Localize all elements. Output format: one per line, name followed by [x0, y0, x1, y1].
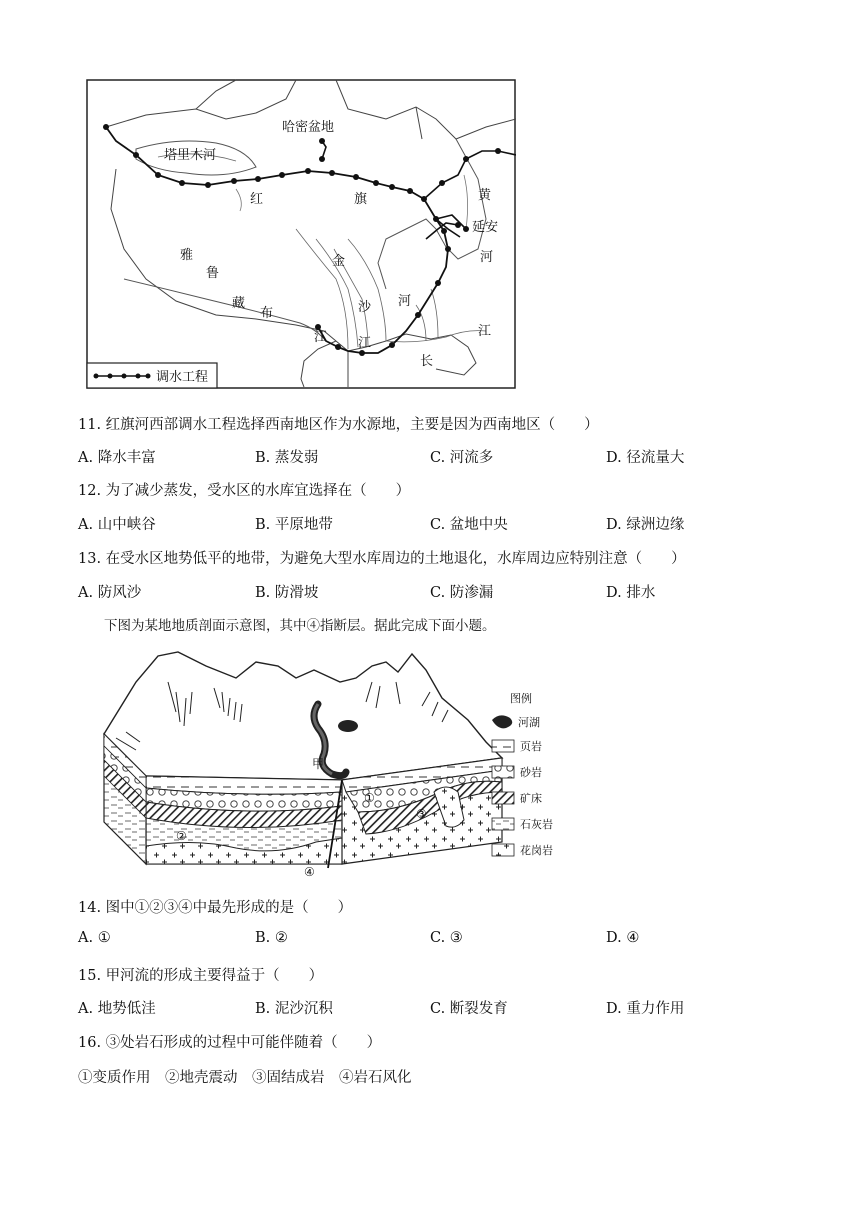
q11-option-c[interactable]: C. 河流多	[430, 450, 494, 466]
label-hong: 红	[250, 192, 264, 207]
label-he-1: 河	[480, 250, 494, 265]
legend-ore-bed: 矿床	[520, 792, 542, 805]
legend-shale: 页岩	[520, 740, 542, 753]
mountain-surface	[104, 652, 502, 780]
label-huang: 黄	[478, 188, 492, 203]
q11-option-b[interactable]: B. 蒸发弱	[255, 450, 319, 466]
label-jiang-3: 江	[478, 324, 492, 339]
map-legend-label: 调水工程	[156, 370, 209, 385]
map-legend	[87, 363, 217, 388]
label-3: ③	[416, 807, 427, 821]
label-bu: 布	[260, 306, 274, 321]
q15-option-a[interactable]: A. 地势低洼	[78, 1001, 156, 1017]
q14-option-a[interactable]: A. ①	[78, 930, 111, 946]
geologic-section-diagram	[96, 642, 566, 880]
legend-limestone: 石灰岩	[520, 818, 553, 831]
section-intro: 下图为某地地质剖面示意图，其中④指断层。据此完成下面小题。	[104, 618, 496, 634]
q13-option-c[interactable]: C. 防渗漏	[430, 585, 494, 601]
question-13-stem: 13. 在受水区地势低平的地带，为避免大型水库周边的土地退化，水库周边应特别注意（ ）	[78, 551, 686, 567]
label-he-2: 河	[398, 294, 412, 309]
q15-option-b[interactable]: B. 泥沙沉积	[255, 1001, 333, 1017]
label-sha: 沙	[358, 300, 372, 315]
q12-option-b[interactable]: B. 平原地带	[255, 517, 333, 533]
q11-option-a[interactable]: A. 降水丰富	[78, 450, 156, 466]
q15-option-d[interactable]: D. 重力作用	[606, 1001, 685, 1017]
legend-granite: 花岗岩	[520, 844, 553, 857]
label-jin: 金	[332, 254, 346, 269]
legend-river-lake: 河湖	[518, 716, 540, 729]
q15-option-c[interactable]: C. 断裂发育	[430, 1001, 508, 1017]
water-diversion-map	[86, 79, 516, 389]
label-lu: 鲁	[206, 266, 220, 281]
label-jiang-1: 江	[314, 330, 328, 345]
q16-statements: ①变质作用 ②地壳震动 ③固结成岩 ④岩石风化	[78, 1070, 412, 1086]
label-tarim-river: 塔里木河	[164, 148, 217, 163]
label-jiang-2: 江	[358, 336, 372, 351]
q12-option-c[interactable]: C. 盆地中央	[430, 517, 508, 533]
q12-option-d[interactable]: D. 绿洲边缘	[606, 517, 685, 533]
q13-option-b[interactable]: B. 防滑坡	[255, 585, 319, 601]
question-11-stem: 11. 红旗河西部调水工程选择西南地区作为水源地，主要是因为西南地区（ ）	[78, 417, 599, 433]
q11-option-d[interactable]: D. 径流量大	[606, 450, 685, 466]
q14-option-c[interactable]: C. ③	[430, 930, 463, 946]
question-12-stem: 12. 为了减少蒸发，受水区的水库宜选择在（ ）	[78, 483, 411, 499]
q14-option-d[interactable]: D. ④	[606, 930, 640, 946]
label-chang: 长	[420, 354, 434, 369]
q13-option-d[interactable]: D. 排水	[606, 585, 656, 601]
question-14-stem: 14. 图中①②③④中最先形成的是（ ）	[78, 900, 353, 916]
geo-legend-title: 图例	[510, 692, 532, 705]
label-1: ①	[364, 791, 375, 805]
label-2: ②	[176, 829, 187, 843]
label-qi: 旗	[354, 192, 368, 207]
label-jia: 甲	[312, 757, 325, 771]
q12-option-a[interactable]: A. 山中峡谷	[78, 517, 156, 533]
question-16-stem: 16. ③处岩石形成的过程中可能伴随着（ ）	[78, 1035, 382, 1051]
legend-sandstone: 砂岩	[520, 766, 542, 779]
label-ya: 雅	[180, 248, 194, 263]
label-yanan: 延安	[472, 220, 499, 235]
question-15-stem: 15. 甲河流的形成主要得益于（ ）	[78, 968, 324, 984]
label-hami-basin: 哈密盆地	[282, 120, 335, 135]
label-4: ④	[304, 865, 315, 879]
lake	[338, 720, 358, 732]
q14-option-b[interactable]: B. ②	[255, 930, 288, 946]
label-zang: 藏	[232, 296, 246, 311]
q13-option-a[interactable]: A. 防风沙	[78, 585, 142, 601]
